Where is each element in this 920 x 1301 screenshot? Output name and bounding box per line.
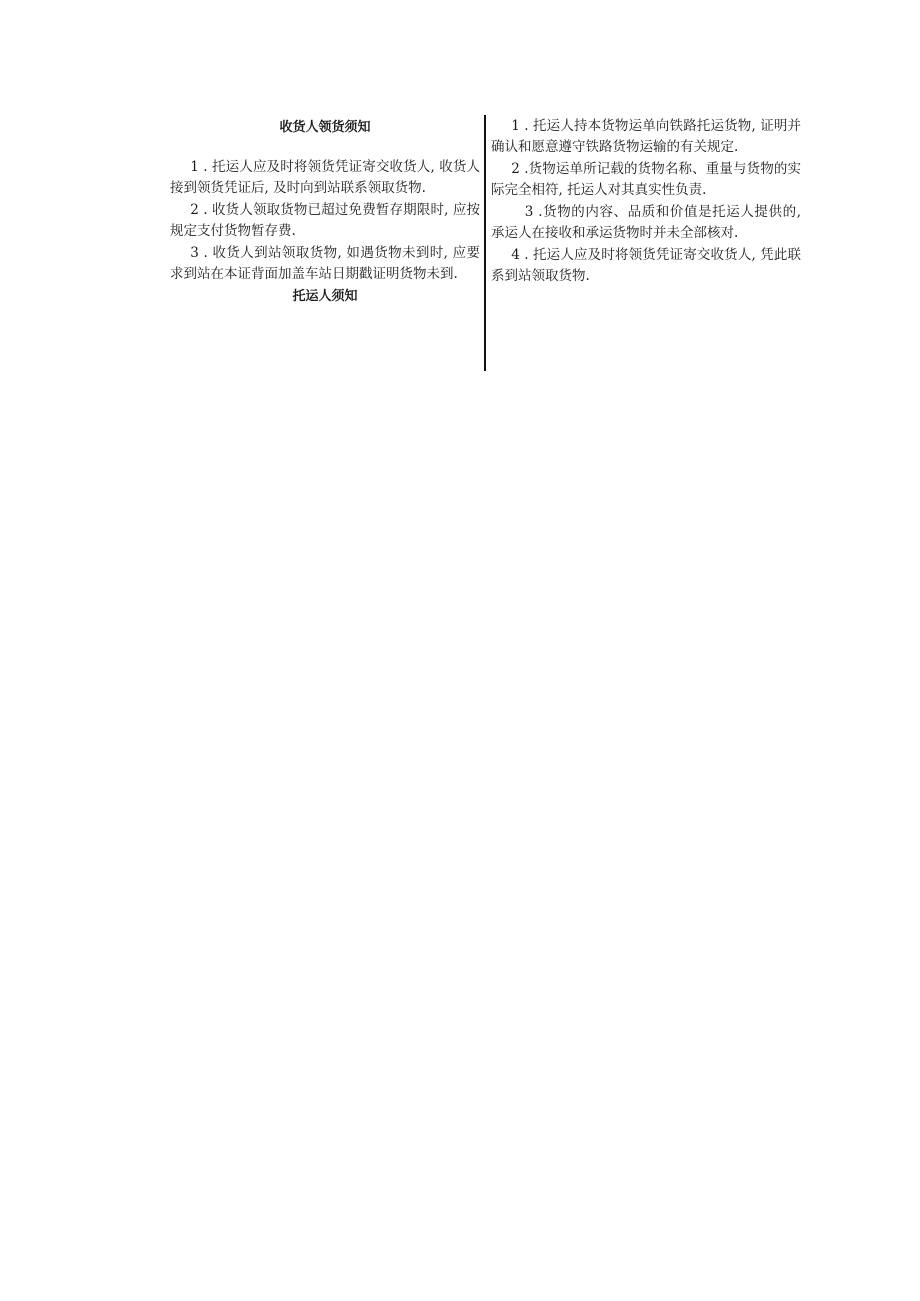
shipper-notice-item-1: 1 . 托运人持本货物运单向铁路托运货物, 证明并确认和愿意遵守铁路货物运输的有关规定. — [491, 118, 801, 155]
notice-columns — [170, 115, 802, 371]
shipper-notice-column — [491, 115, 801, 288]
consignee-notice-heading: 收货人领货须知 — [279, 120, 371, 135]
consignee-notice-item-2: 2 . 收货人领取货物已超过免费暂存期限时, 应按规定支付货物暂存费. — [170, 202, 480, 239]
shipper-notice-item-4: 4 . 托运人应及时将领货凭证寄交收货人, 凭此联系到站领取货物. — [491, 247, 801, 284]
consignee-notice-item-1: 1 . 托运人应及时将领货凭证寄交收货人, 收货人接到领货凭证后, 及时向到站联系领取货物. — [170, 159, 480, 196]
consignee-notice-item-3: 3 . 收货人到站领取货物, 如遇货物未到时, 应要求到站在本证背面加盖车站日期戳证明货物未到. — [170, 245, 480, 282]
shipper-notice-item-3: 3 .货物的内容、品质和价值是托运人提供的, 承运人在接收和承运货物时并未全部核对. — [491, 204, 801, 241]
shipper-notice-heading: 托运人须知 — [292, 289, 358, 304]
consignee-notice-column — [170, 115, 480, 308]
shipper-notice-item-2: 2 .货物运单所记载的货物名称、重量与货物的实际完全相符, 托运人对其真实性负责. — [491, 161, 801, 198]
column-divider — [484, 115, 486, 371]
